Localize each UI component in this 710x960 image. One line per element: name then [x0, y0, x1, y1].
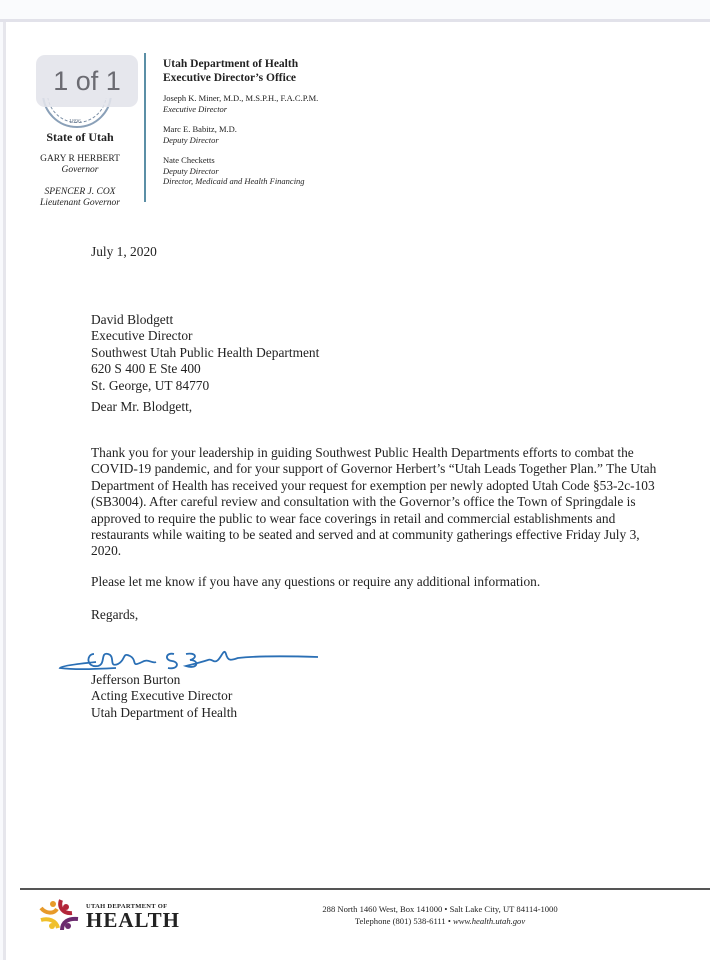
footer-address-line: 288 North 1460 West, Box 141000 • Salt Lake City, UT 84114-1000 [322, 904, 558, 914]
letter-date: July 1, 2020 [91, 244, 157, 259]
footer-phone: Telephone (801) 538-6111 • [354, 915, 453, 926]
footer-contact [290, 904, 590, 927]
department-name: Utah Department of Health [163, 58, 299, 70]
signer-block [91, 672, 671, 721]
governor-name: GARY R HERBERT [40, 154, 120, 164]
department-block [163, 57, 463, 187]
office-name: Executive Director’s Office [163, 72, 297, 84]
salutation: Dear Mr. Blodgett, [91, 399, 193, 414]
utah-health-logo-icon [38, 898, 82, 934]
state-officials-block [30, 130, 130, 220]
page-counter-badge: 1 of 1 [36, 55, 138, 107]
state-seal-icon: 1896 [40, 98, 116, 132]
footer-website-link[interactable]: www.health.utah.gov [453, 915, 526, 926]
signer-title: Acting Executive Director [91, 688, 233, 704]
state-title: State of Utah [46, 130, 114, 144]
signer-name: Jefferson Burton [91, 672, 181, 687]
footer-brand: UTAH DEPARTMENT OF HEALTH [86, 903, 180, 932]
body-paragraph-1: Thank you for your leadership in guiding Southwest Public Health Departments efforts to combat the COVID-19 pandemic, and for your support of Governor Herbert’s “Utah Leads Together Plan.” The Utah Department of Health has received your request for exemption per newly adopted Utah Code §53-2c-103 (SB3004). After careful review and consultation with the Governor’s office the Town of Springdale is approved to require the public to wear face coverings in retail and commercial establishments and restaurants while waiting to be seated and served and at community gatherings effective Friday July 3, 2020. [91, 445, 657, 559]
letterhead-divider [144, 53, 146, 202]
staff-entry: Nate Checketts Deputy Director Director, Medicaid and Health Financing [163, 155, 305, 186]
lt-governor-name: SPENCER J. COX [44, 187, 116, 197]
recipient-address: David Blodgett Executive Director Southwest Utah Public Health Department 620 S 400 E Ste 400 St. George, UT 84770 [91, 312, 320, 393]
footer-divider [20, 888, 710, 890]
body-paragraph-2: Please let me know if you have any questions or require any additional information. [91, 574, 541, 589]
viewer-top-bar [0, 0, 710, 22]
staff-entry: Marc E. Babitz, M.D. Deputy Director [163, 124, 237, 145]
closing: Regards, [91, 607, 139, 622]
signer-organization: Utah Department of Health [91, 704, 238, 720]
staff-entry: Joseph K. Miner, M.D., M.S.P.H., F.A.C.P.M. Executive Director [163, 93, 319, 114]
governor-title: Governor [61, 165, 99, 175]
lt-governor-title: Lieutenant Governor [40, 198, 120, 208]
